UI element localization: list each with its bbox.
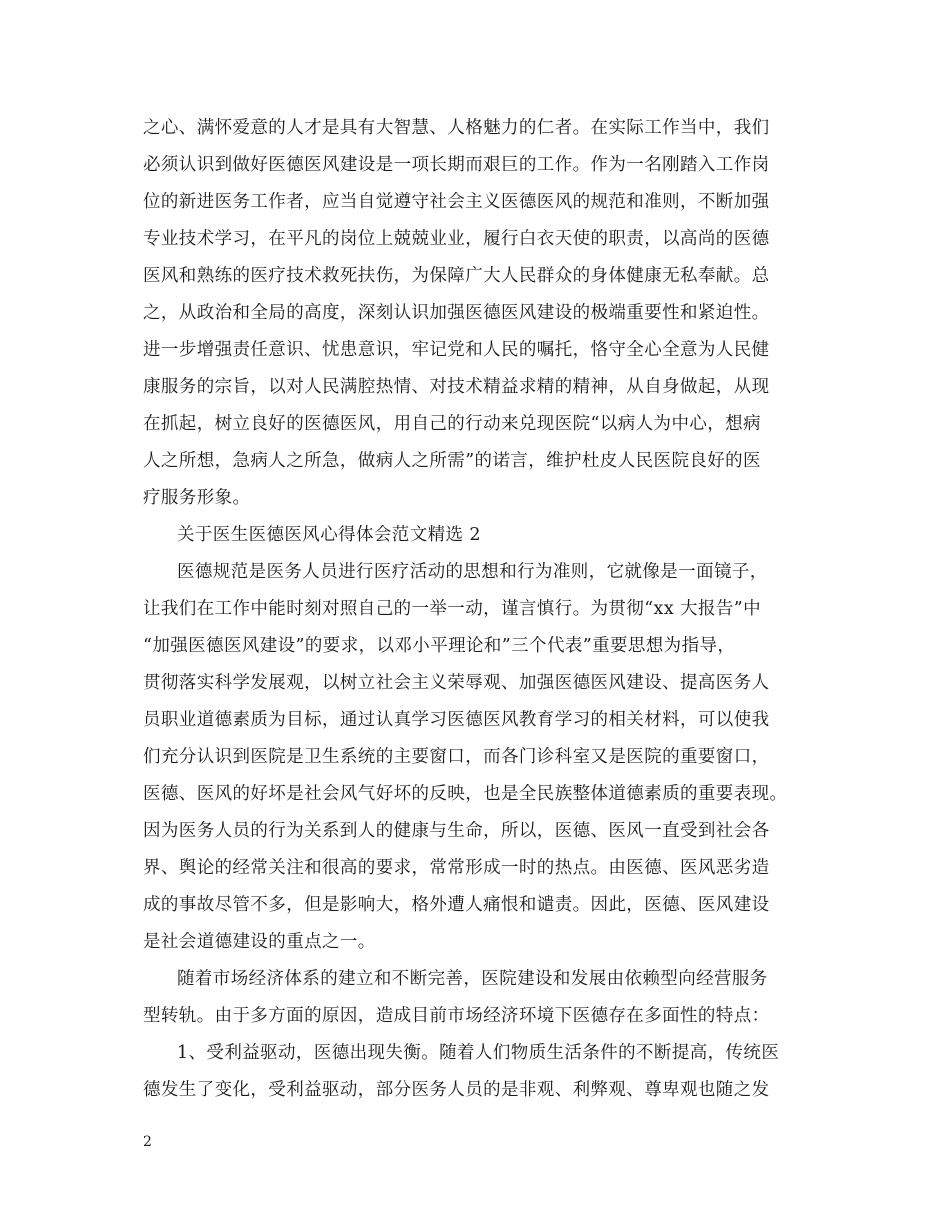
text-line: 进一步增强责任意识、忧患意识，牢记党和人民的嘱托，恪守全心全意为人民健 <box>143 340 770 360</box>
text-line: 之，从政治和全局的高度，深刻认识加强医德医风建设的极端重要性和紧迫性。 <box>143 303 770 323</box>
text-line: 型转轨。由于多方面的原因，造成目前市场经济环境下医德存在多面性的特点： <box>143 1006 770 1026</box>
text-line: 贯彻落实科学发展观，以树立社会主义荣辱观、加强医德医风建设、提高医务人 <box>143 673 770 693</box>
text-line: 1、受利益驱动，医德出现失衡。随着人们物质生活条件的不断提高，传统医 <box>177 1043 780 1063</box>
section-heading: 关于医生医德医风心得体会范文精选 2 <box>177 525 481 545</box>
text-line: 位的新进医务工作者，应当自觉遵守社会主义医德医风的规范和准则，不断加强 <box>143 192 770 212</box>
text-line: 康服务的宗旨，以对人民满腔热情、对技术精益求精的精神，从自身做起，从现 <box>143 377 770 397</box>
text-line: 医德、医风的好坏是社会风气好坏的反映，也是全民族整体道德素质的重要表现。 <box>143 784 788 804</box>
page-number: 2 <box>143 1134 152 1150</box>
text-line: 是社会道德建设的重点之一。 <box>143 932 376 952</box>
text-line: 在抓起，树立良好的医德医风，用自己的行动来兑现医院“以病人为中心，想病 <box>143 414 761 434</box>
text-line: 必须认识到做好医德医风建设是一项长期而艰巨的工作。作为一名刚踏入工作岗 <box>143 155 770 175</box>
text-line: 医风和熟练的医疗技术救死扶伤，为保障广大人民群众的身体健康无私奉献。总 <box>143 266 770 286</box>
text-line: 员职业道德素质为目标，通过认真学习医德医风教育学习的相关材料，可以使我 <box>143 710 770 730</box>
text-line: 德发生了变化，受利益驱动，部分医务人员的是非观、利弊观、尊卑观也随之发 <box>143 1080 770 1100</box>
text-line: 让我们在工作中能时刻对照自己的一举一动，谨言慎行。为贯彻“xx 大报告”中 <box>143 599 761 619</box>
text-line: 成的事故尽管不多，但是影响大，格外遭人痛恨和谴责。因此，医德、医风建设 <box>143 895 770 915</box>
text-line: 界、舆论的经常关注和很高的要求，常常形成一时的热点。由医德、医风恶劣造 <box>143 858 770 878</box>
text-line: “加强医德医风建设”的要求，以邓小平理论和”三个代表”重要思想为指导， <box>143 636 736 656</box>
text-line: 医德规范是医务人员进行医疗活动的思想和行为准则，它就像是一面镜子， <box>177 562 768 582</box>
text-line: 之心、满怀爱意的人才是具有大智慧、人格魅力的仁者。在实际工作当中，我们 <box>143 118 770 138</box>
text-line: 疗服务形象。 <box>143 488 251 508</box>
text-line: 专业技术学习，在平凡的岗位上兢兢业业，履行白衣天使的职责，以高尚的医德 <box>143 229 770 249</box>
text-line: 们充分认识到医院是卫生系统的主要窗口，而各门诊科室又是医院的重要窗口， <box>143 747 770 767</box>
text-line: 因为医务人员的行为关系到人的健康与生命，所以，医德、医风一直受到社会各 <box>143 821 770 841</box>
text-line: 随着市场经济体系的建立和不断完善，医院建设和发展由依赖型向经营服务 <box>177 969 768 989</box>
text-line: 人之所想，急病人之所急，做病人之所需”的诺言，维护杜皮人民医院良好的医 <box>143 451 761 471</box>
